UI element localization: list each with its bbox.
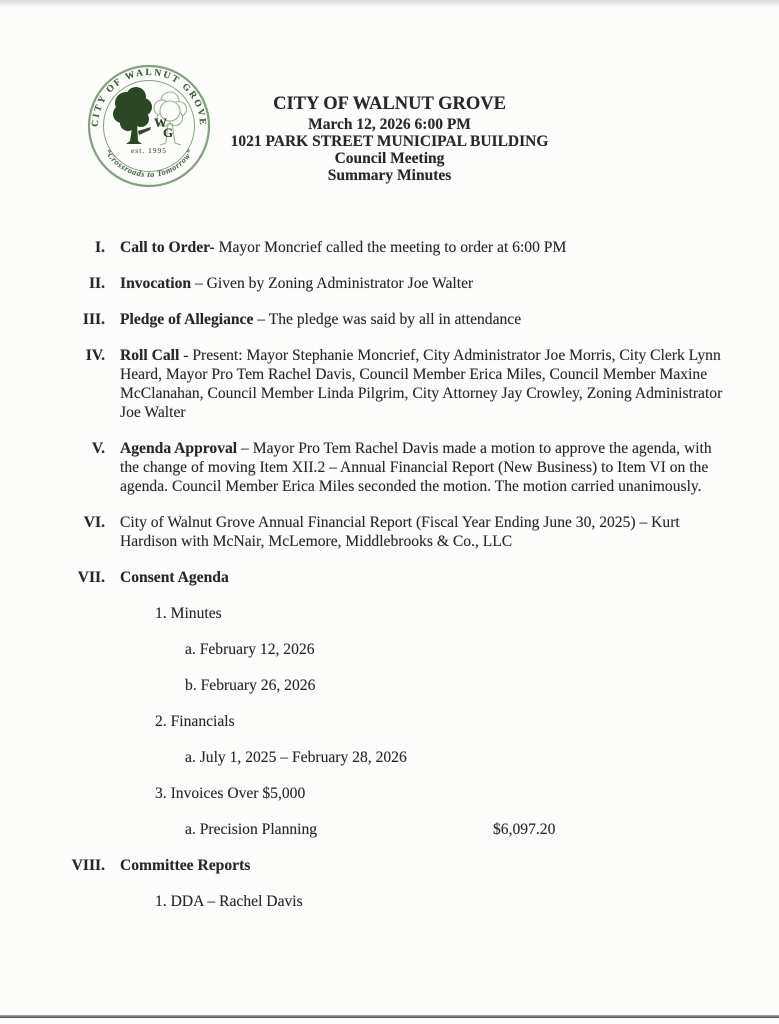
item-numeral: V. — [91, 440, 105, 457]
meeting-datetime: March 12, 2026 6:00 PM — [308, 116, 471, 133]
item-numeral: II. — [88, 275, 105, 292]
item-text — [120, 439, 723, 496]
item-title: Committee Reports — [120, 857, 251, 874]
committee-dda: 1. DDA – Rachel Davis — [155, 893, 303, 910]
scan-edge-bottom — [0, 1015, 779, 1018]
item-text — [120, 274, 723, 293]
invoice-row — [120, 820, 723, 839]
consent-minutes-date-b: b. February 26, 2026 — [185, 677, 316, 694]
item-numeral: IV. — [85, 347, 105, 364]
document-type: Summary Minutes — [327, 167, 452, 184]
consent-minutes: 1. Minutes — [155, 605, 222, 622]
item-title: Invocation — [120, 275, 192, 292]
svg-text:W: W — [154, 115, 167, 130]
seal-est-text: est. 1995 — [130, 146, 168, 155]
item-numeral: I. — [95, 239, 105, 256]
item-body: – Mayor Pro Tem Rachel Davis made a motion to approve the agenda, with the change of moving Item XII.2 – Annual Financial Report (New Business) to Item VI on the agenda. Council Member Erica Miles seconded the motion. The motion carried unanimously. — [120, 440, 712, 495]
item-text — [120, 513, 723, 551]
agenda-item-roll-call — [0, 346, 779, 439]
agenda-item-agenda-approval — [0, 439, 779, 513]
item-body: – Given by Zoning Administrator Joe Walter — [191, 275, 474, 292]
item-numeral: VII. — [77, 569, 105, 586]
seal-motto-text: “Crossroads to Tomorrow” — [103, 147, 195, 180]
item-text — [120, 238, 723, 257]
agenda-item-pledge — [0, 310, 779, 346]
item-title: Consent Agenda — [120, 569, 229, 586]
item-title: Call to Order- — [120, 239, 215, 256]
item-numeral: III. — [82, 311, 105, 328]
meeting-address: 1021 PARK STREET MUNICIPAL BUILDING — [230, 133, 549, 150]
consent-financials-period: a. July 1, 2025 – February 28, 2026 — [185, 749, 407, 766]
item-title: Pledge of Allegiance — [120, 311, 254, 328]
agenda-item-invocation — [0, 274, 779, 310]
meeting-type: Council Meeting — [334, 150, 445, 167]
document-header — [0, 94, 779, 184]
invoice-amount: $6,097.20 — [493, 821, 556, 838]
page-title: CITY OF WALNUT GROVE — [273, 94, 506, 114]
item-title: Roll Call — [120, 347, 180, 364]
item-body: - Present: Mayor Stephanie Moncrief, City Administrator Joe Morris, City Clerk Lynn Heard, Mayor Pro Tem Rachel Davis, Council Member Erica Miles, Council Member Maxine McClanahan, Council Member Linda Pilgrim, City Attorney Jay Crowley, Zoning Administrator Joe Walter — [120, 347, 723, 421]
agenda-item-call-to-order — [0, 238, 779, 274]
item-body: City of Walnut Grove Annual Financial Report (Fiscal Year Ending June 30, 2025) – Kurt Hardison with McNair, McLemore, Middlebrooks & Co., LLC — [120, 514, 680, 550]
agenda-item-financial-report — [0, 513, 779, 568]
seal-ring-text: CITY OF WALNUT GROVE — [90, 67, 208, 128]
item-body: Mayor Moncrief called the meeting to order at 6:00 PM — [214, 239, 567, 256]
item-title: Agenda Approval — [120, 440, 238, 457]
item-text — [120, 346, 723, 422]
consent-minutes-date-a: a. February 12, 2026 — [185, 641, 315, 658]
agenda-list — [0, 238, 779, 928]
invoice-vendor: a. Precision Planning — [185, 821, 318, 838]
agenda-item-consent-agenda — [0, 568, 779, 856]
item-text — [120, 310, 723, 329]
scan-edge-top — [0, 0, 779, 7]
consent-financials: 2. Financials — [155, 713, 235, 730]
item-body: – The pledge was said by all in attendance — [253, 311, 522, 328]
item-numeral: VIII. — [71, 857, 105, 874]
agenda-item-committee-reports — [0, 856, 779, 928]
item-numeral: VI. — [83, 514, 105, 531]
consent-invoices: 3. Invoices Over $5,000 — [155, 785, 306, 802]
svg-text:G: G — [163, 125, 174, 140]
